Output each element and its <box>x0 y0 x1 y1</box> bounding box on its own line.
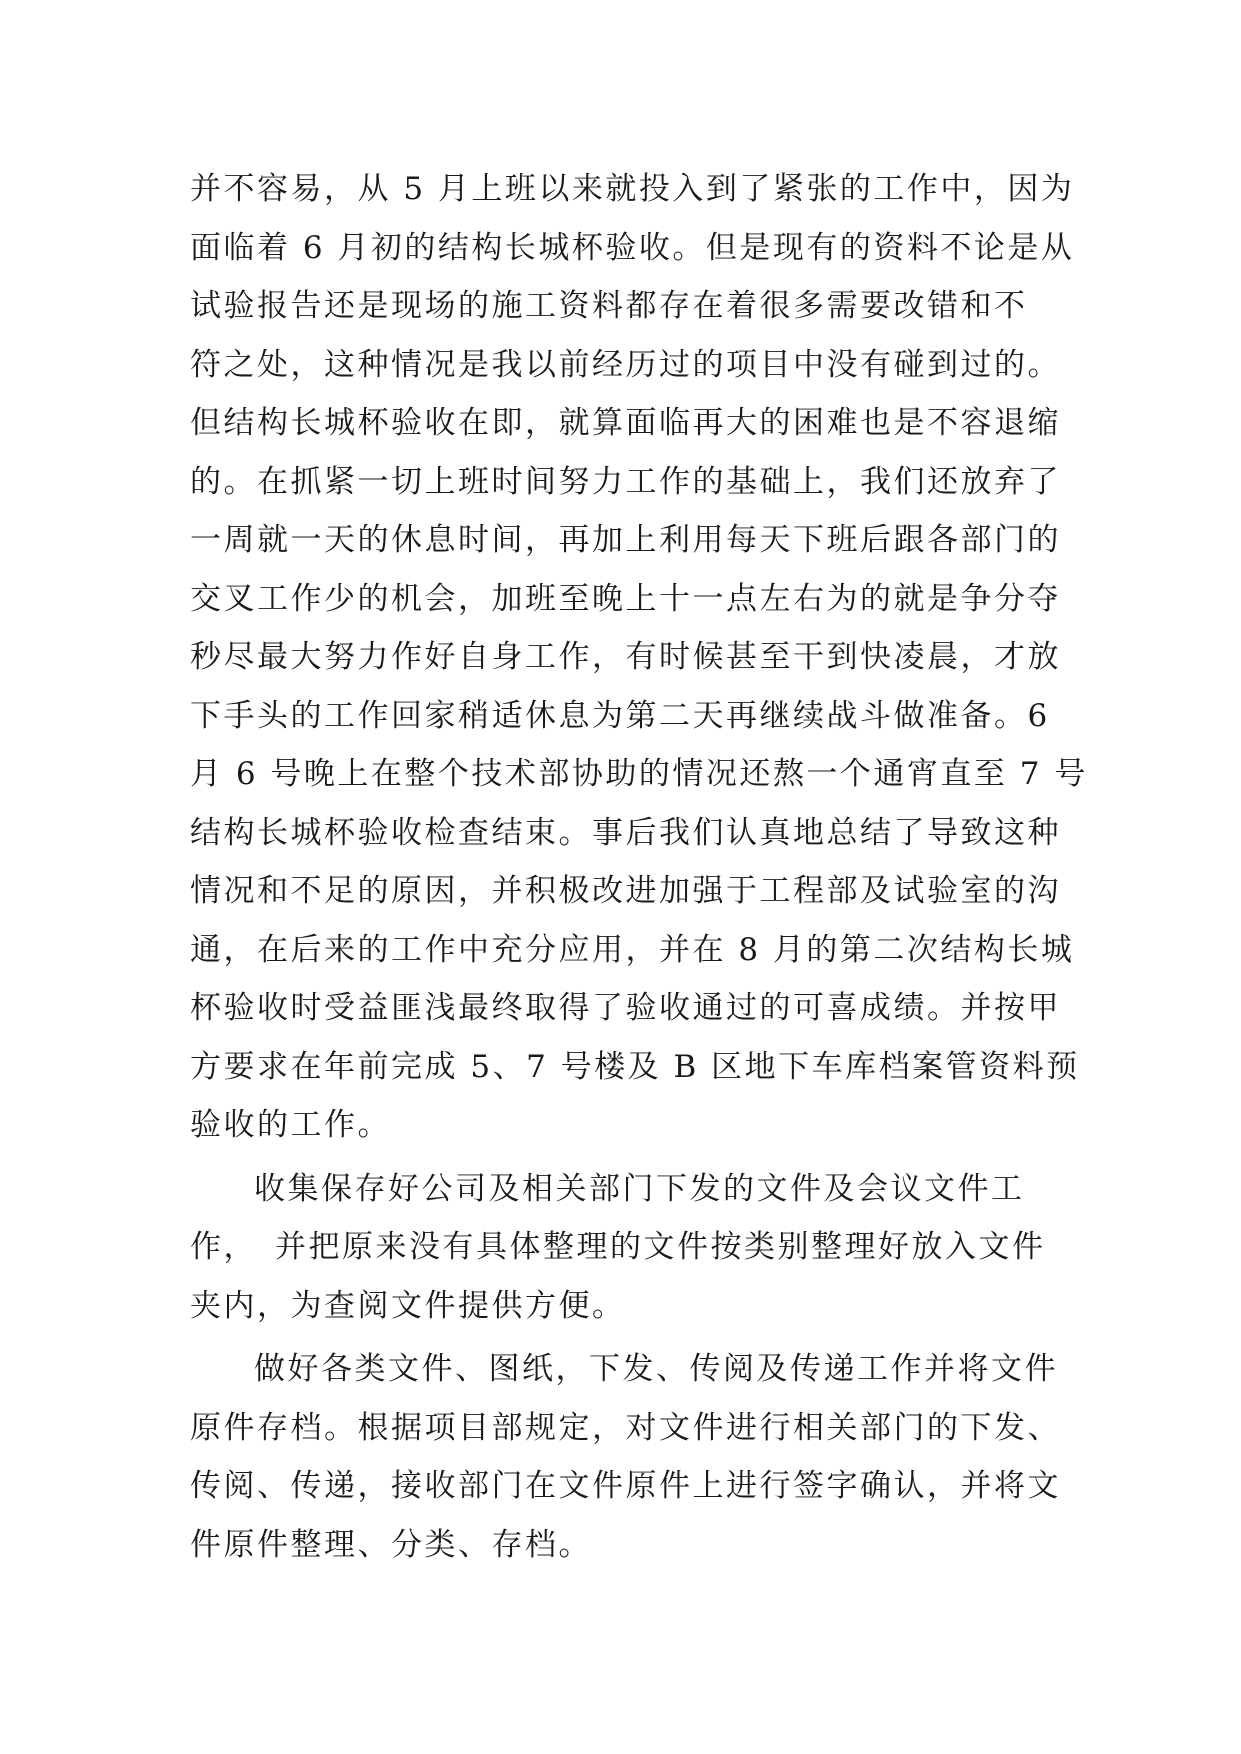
paragraph-2 <box>190 1160 1090 1336</box>
text-line: 收集保存好公司及相关部门下发的文件及会议文件工 <box>254 1170 1025 1207</box>
text-line: 传阅、传递，接收部门在文件原件上进行签字确认，并将文 <box>190 1468 1061 1504</box>
text-line: 符之处，这种情况是我以前经历过的项目中没有碰到过的。 <box>190 346 1061 383</box>
text-line: 但结构长城杯验收在即，就算面临再大的困难也是不容退缩 <box>190 405 1061 441</box>
text-line: 月 6 号晚上在整个技术部协助的情况还熬一个通宵直至 7 号 <box>190 756 1088 792</box>
text-line: 面临着 6 月初的结构长城杯验收。但是现有的资料不论是从 <box>190 229 1075 266</box>
text-line: 情况和不足的原因，并积极改进加强于工程部及试验室的沟 <box>190 873 1061 909</box>
text-line: 原件存档。根据项目部规定，对文件进行相关部门的下发、 <box>190 1409 1061 1446</box>
paragraph-1 <box>190 160 1090 1155</box>
text-line: 下手头的工作回家稍适休息为第二天再继续战斗做准备。6 <box>190 697 1050 734</box>
text-line: 通，在后来的工作中充分应用，并在 8 月的第二次结构长城 <box>190 931 1075 968</box>
text-line: 交叉工作少的机会，加班至晚上十一点左右为的就是争分夺 <box>190 580 1061 617</box>
text-line: 验收的工作。 <box>190 1107 391 1143</box>
text-line: 方要求在年前完成 5、7 号楼及 B 区地下车库档案管资料预 <box>190 1048 1080 1085</box>
text-line: 一周就一天的休息时间，再加上利用每天下班后跟各部门的 <box>190 522 1061 558</box>
text-line: 件原件整理、分类、存档。 <box>190 1526 592 1563</box>
document-body <box>190 160 1090 1574</box>
text-line: 杯验收时受益匪浅最终取得了验收通过的可喜成绩。并按甲 <box>190 990 1061 1026</box>
text-line: 试验报告还是现场的施工资料都存在着很多需要改错和不 <box>190 288 1028 324</box>
text-line: 夹内，为查阅文件提供方便。 <box>190 1287 626 1324</box>
text-line: 做好各类文件、图纸，下发、传阅及传递工作并将文件 <box>254 1351 1058 1387</box>
text-line: 并不容易，从 5 月上班以来就投入到了紧张的工作中，因为 <box>190 171 1075 207</box>
paragraph-3 <box>190 1340 1090 1574</box>
text-line: 的。在抓紧一切上班时间努力工作的基础上，我们还放弃了 <box>190 463 1061 500</box>
text-line: 结构长城杯验收检查结束。事后我们认真地总结了导致这种 <box>190 814 1061 851</box>
text-line: 秒尽最大努力作好自身工作，有时候甚至干到快凌晨，才放 <box>190 639 1061 675</box>
text-line: 作， 并把原来没有具体整理的文件按类别整理好放入文件 <box>190 1229 1046 1265</box>
